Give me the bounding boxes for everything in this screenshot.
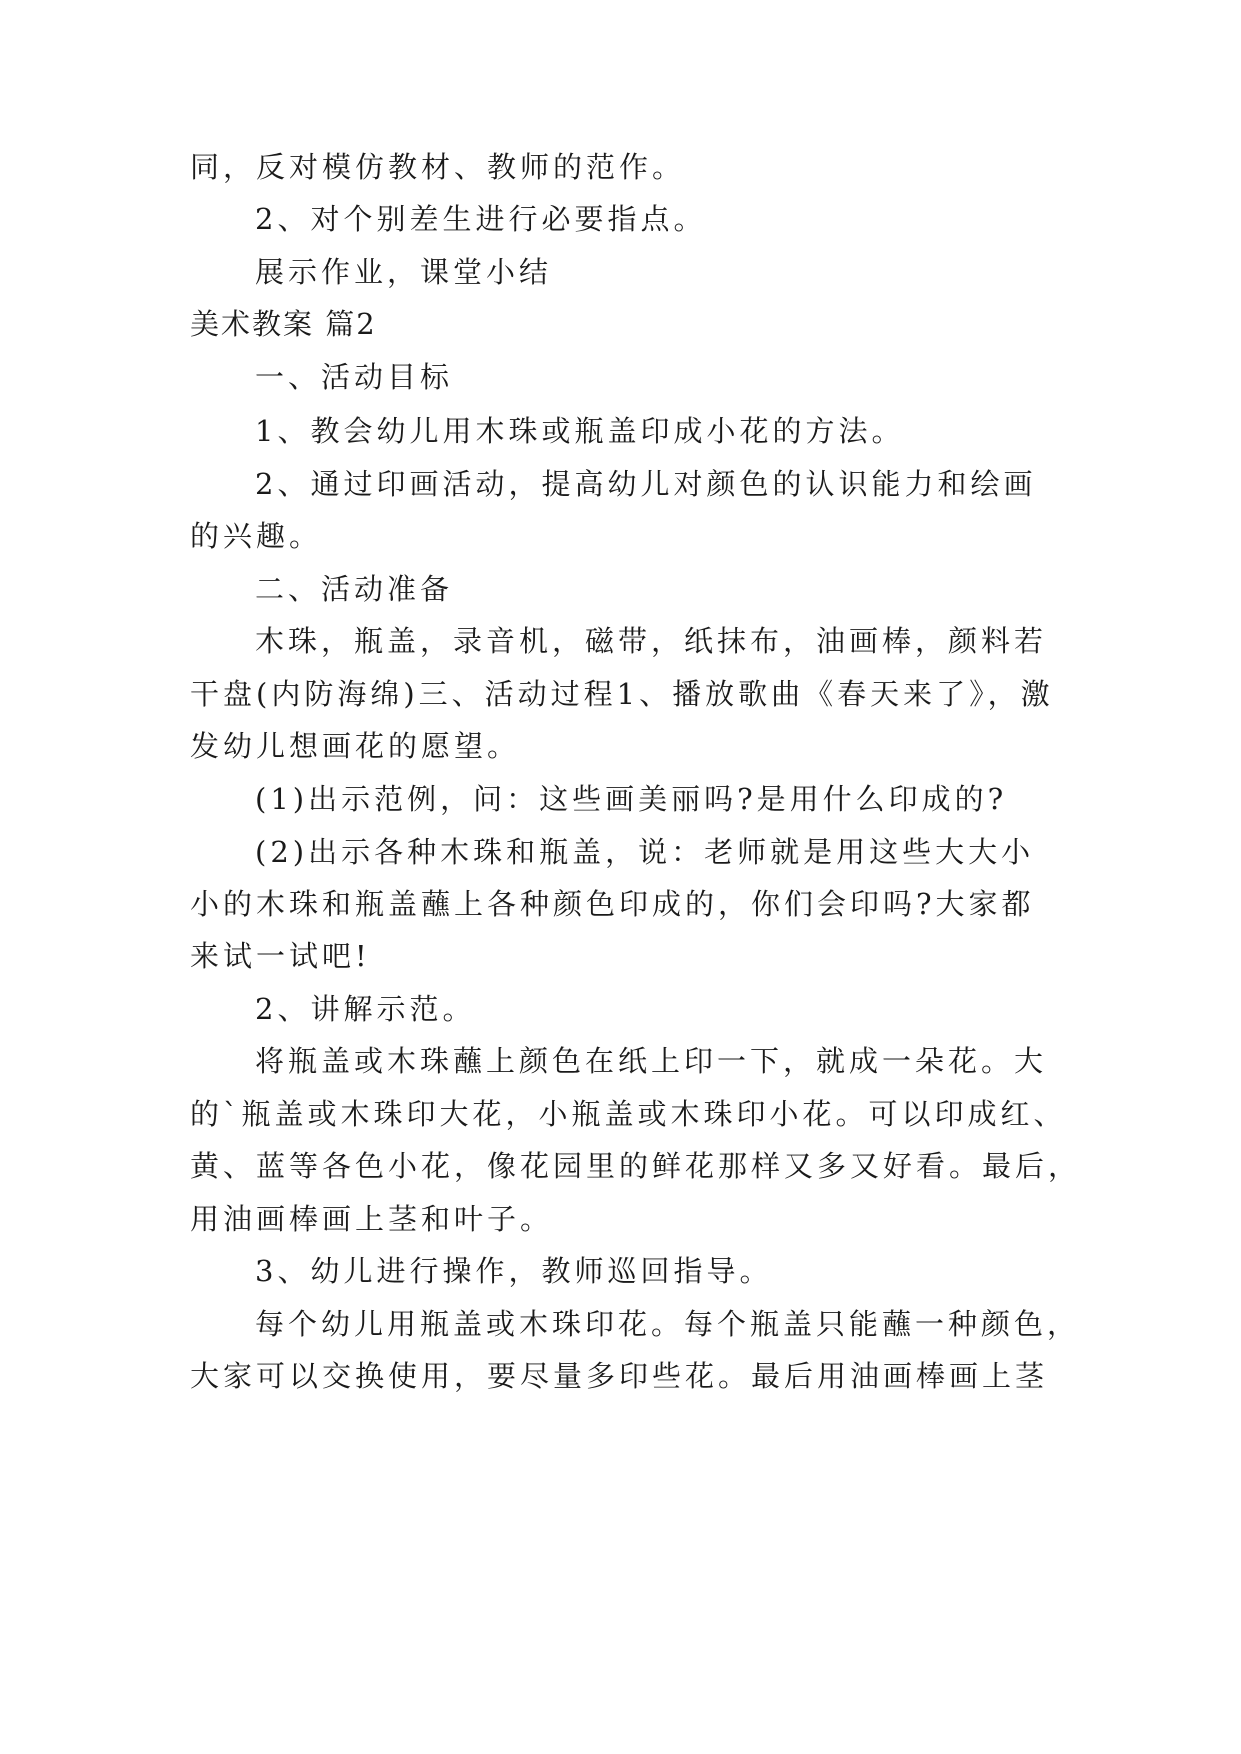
paragraph-line: 来试一试吧! [190, 939, 371, 973]
paragraph-line: (2)出示各种木珠和瓶盖，说：老师就是用这些大大小 [255, 835, 1035, 869]
paragraph-line: 黄、蓝等各色小花，像花园里的鲜花那样又多又好看。最后， [190, 1149, 1082, 1183]
paragraph-line: 发幼儿想画花的愿望。 [190, 729, 521, 763]
paragraph-line: 3、幼儿进行操作，教师巡回指导。 [255, 1254, 773, 1288]
paragraph-line: 一、活动目标 [255, 360, 454, 394]
paragraph-line: 小的木珠和瓶盖蘸上各种颜色印成的，你们会印吗?大家都 [190, 887, 1035, 921]
paragraph-line: 二、活动准备 [255, 572, 454, 606]
paragraph-line: 大家可以交换使用，要尽量多印些花。最后用油画棒画上茎 [190, 1359, 1049, 1393]
paragraph-line: 2、讲解示范。 [255, 992, 476, 1026]
paragraph-line: 2、通过印画活动，提高幼儿对颜色的认识能力和绘画 [255, 467, 1037, 501]
paragraph-line: 每个幼儿用瓶盖或木珠印花。每个瓶盖只能蘸一种颜色， [255, 1307, 1081, 1341]
paragraph-line: 的兴趣。 [190, 519, 323, 553]
paragraph-line: 2、对个别差生进行必要指点。 [255, 202, 707, 236]
paragraph-line: 1、教会幼儿用木珠或瓶盖印成小花的方法。 [255, 414, 905, 448]
paragraph-line: 的`瓶盖或木珠印大花，小瓶盖或木珠印小花。可以印成红、 [190, 1097, 1067, 1131]
paragraph-line: 同，反对模仿教材、教师的范作。 [190, 150, 686, 184]
paragraph-line: (1)出示范例，问：这些画美丽吗?是用什么印成的? [255, 782, 1008, 816]
paragraph-line: 展示作业，课堂小结 [255, 255, 553, 289]
paragraph-line: 干盘(内防海绵)三、活动过程1、播放歌曲《春天来了》，激 [190, 677, 1054, 711]
paragraph-line: 木珠，瓶盖，录音机，磁带，纸抹布，油画棒，颜料若 [255, 624, 1048, 658]
section-heading: 美术教案 篇2 [190, 307, 377, 341]
paragraph-line: 用油画棒画上茎和叶子。 [190, 1202, 554, 1236]
paragraph-line: 将瓶盖或木珠蘸上颜色在纸上印一下，就成一朵花。大 [255, 1044, 1048, 1078]
